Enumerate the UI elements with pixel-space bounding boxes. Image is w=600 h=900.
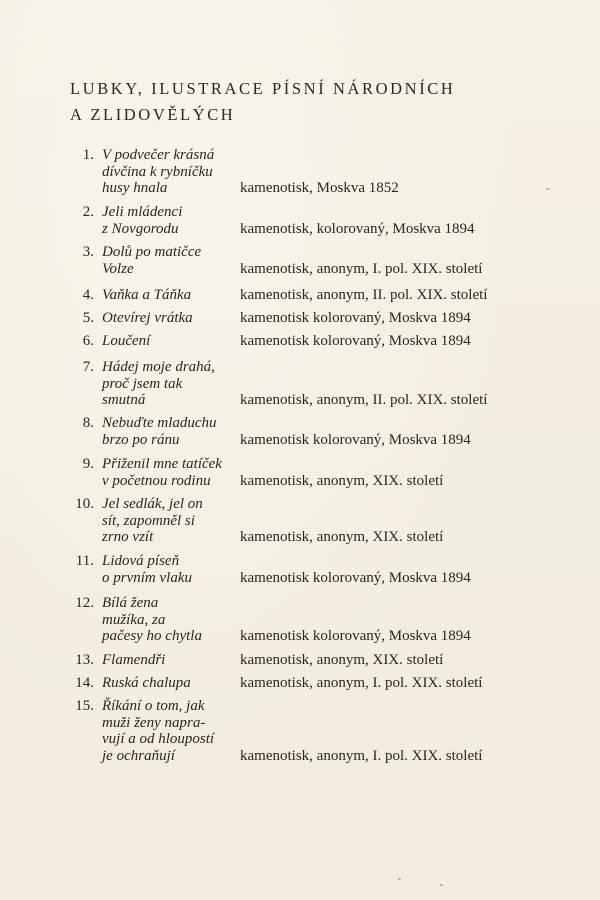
song-title-line: Hádej moje drahá, (102, 359, 215, 375)
song-title-line: je ochraňují (102, 747, 175, 764)
song-title (102, 415, 242, 448)
paper-speck (546, 188, 549, 190)
song-title-line: Ruská chalupa (102, 675, 191, 691)
item-description: kamenotisk kolorovaný, Moskva 1894 (240, 569, 471, 586)
item-number: 13. (75, 652, 94, 668)
item-description: kamenotisk, anonym, II. pol. XIX. století (240, 392, 488, 408)
item-number: 4. (82, 287, 94, 303)
item-number: 8. (82, 415, 94, 431)
song-title-line: V podvečer krásná (102, 147, 215, 163)
song-title-line: smutná (102, 392, 146, 408)
item-description: kamenotisk kolorovaný, Moskva 1894 (240, 628, 471, 644)
song-title (102, 456, 242, 489)
song-title (102, 244, 242, 277)
song-title-line: Přiženil mne tatíček (102, 456, 222, 472)
item-number: 6. (82, 333, 94, 349)
song-title-line: Jel sedlák, jel on (102, 496, 203, 512)
song-title-line: Jeli mládenci (102, 204, 183, 220)
page-title (70, 76, 550, 128)
song-title-line: Otevírej vrátka (102, 310, 193, 326)
item-number: 12. (75, 595, 94, 611)
item-description: kamenotisk kolorovaný, Moskva 1894 (240, 310, 471, 326)
song-title (102, 698, 242, 764)
song-title (102, 496, 242, 546)
item-description: kamenotisk, anonym, I. pol. XIX. století (240, 747, 483, 764)
song-title (102, 595, 242, 645)
item-number: 1. (82, 147, 94, 163)
song-title-line: Loučení (102, 333, 151, 349)
song-title-line: Flamendři (102, 652, 166, 668)
song-title-line: sít, zapomněl si (102, 512, 195, 529)
item-number: 9. (82, 456, 94, 472)
item-description: kamenotisk, anonym, XIX. století (240, 652, 444, 668)
song-title-line: v početnou rodinu (102, 472, 211, 489)
paper-speck (398, 878, 401, 880)
song-title (102, 287, 242, 304)
song-title (102, 553, 242, 586)
song-title-line: o prvním vlaku (102, 569, 192, 586)
song-title-line: muži ženy napra- (102, 714, 206, 731)
title-line-2: A ZLIDOVĚLÝCH (70, 105, 236, 124)
song-title-line: zrno vzít (102, 529, 154, 545)
item-description: kamenotisk, anonym, XIX. století (240, 472, 444, 489)
song-title-line: Volze (102, 260, 134, 277)
item-number: 10. (75, 496, 94, 512)
item-description: kamenotisk, anonym, XIX. století (240, 529, 444, 545)
song-title (102, 359, 242, 409)
item-number: 5. (82, 310, 94, 326)
item-number: 3. (82, 244, 94, 260)
item-description: kamenotisk, kolorovaný, Moskva 1894 (240, 220, 475, 237)
song-title (102, 204, 242, 237)
item-number: 14. (75, 675, 94, 691)
song-title-line: Nebuďte mladuchu (102, 415, 217, 431)
song-title-line: Lidová píseň (102, 553, 180, 569)
song-title-line: brzo po ránu (102, 431, 180, 448)
item-number: 7. (82, 359, 94, 375)
item-description: kamenotisk, Moskva 1852 (240, 180, 399, 196)
item-number: 2. (82, 204, 94, 220)
item-description: kamenotisk, anonym, I. pol. XIX. století (240, 260, 483, 277)
item-description: kamenotisk kolorovaný, Moskva 1894 (240, 431, 471, 448)
song-title-line: dívčina k rybníčku (102, 163, 213, 180)
item-number: 15. (75, 698, 94, 714)
song-title (102, 333, 242, 350)
item-description: kamenotisk, anonym, II. pol. XIX. století (240, 287, 488, 303)
item-number: 11. (75, 553, 94, 569)
song-title-line: husy hnala (102, 180, 168, 196)
song-title (102, 310, 242, 327)
paper-speck (440, 884, 443, 886)
song-title-line: vují a od hloupostí (102, 731, 215, 747)
song-title-line: Říkání o tom, jak (102, 698, 205, 714)
title-line-1: LUBKY, ILUSTRACE PÍSNÍ NÁRODNÍCH (70, 79, 456, 98)
song-title-line: Dolů po matičce (102, 244, 202, 260)
item-description: kamenotisk, anonym, I. pol. XIX. století (240, 675, 483, 691)
song-title (102, 675, 242, 692)
song-title-line: proč jsem tak (102, 375, 183, 392)
song-title-line: mužíka, za (102, 611, 166, 628)
song-title-line: z Novgorodu (102, 220, 179, 237)
song-title-line: pačesy ho chytla (102, 628, 202, 644)
song-title (102, 652, 242, 669)
song-title-line: Vaňka a Táňka (102, 287, 192, 303)
song-title-line: Bílá žena (102, 595, 159, 611)
item-description: kamenotisk kolorovaný, Moskva 1894 (240, 333, 471, 349)
song-title (102, 147, 242, 197)
